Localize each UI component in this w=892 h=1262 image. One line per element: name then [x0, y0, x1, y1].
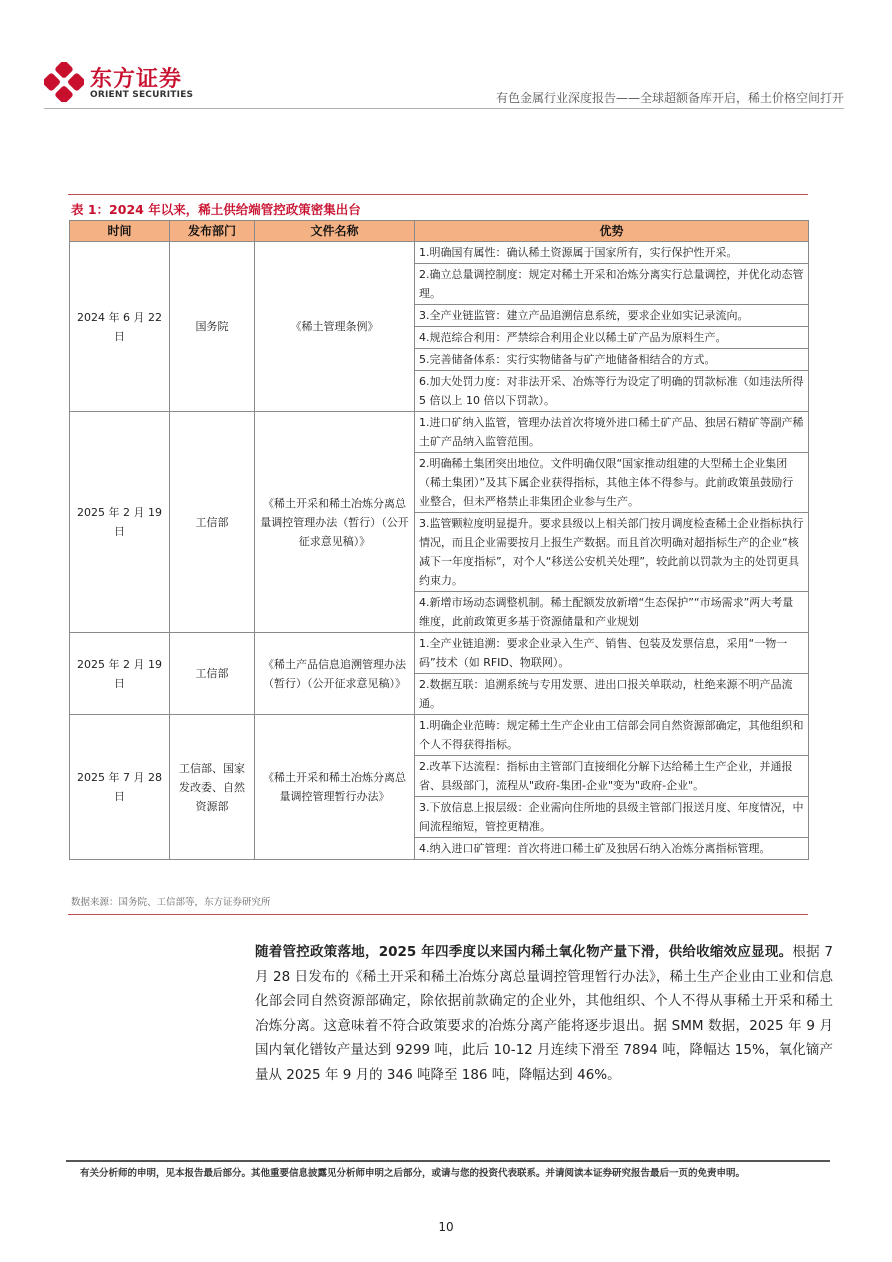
- table-row: [70, 242, 809, 264]
- cell-time: 2025 年 2 月 19 日: [70, 633, 170, 715]
- cell-advantage: 2.改革下达流程：指标由主管部门直接细化分解下达给稀土生产企业，并通报省、县级部门，流程从"政府-集团-企业"变为"政府-企业"。: [415, 756, 809, 797]
- header-divider: [44, 108, 844, 109]
- cell-advantage: 1.进口矿纳入监管，管理办法首次将境外进口稀土矿产品、独居石精矿等副产稀土矿产品纳入监管范围。: [415, 412, 809, 453]
- table-bottom-rule: [68, 914, 808, 915]
- cell-advantage: 4.纳入进口矿管理：首次将进口稀土矿及独居石纳入冶炼分离指标管理。: [415, 838, 809, 860]
- cell-dept: 工信部、国家发改委、自然资源部: [170, 715, 255, 860]
- cell-advantage: 3.下放信息上报层级：企业需向住所地的县级主管部门报送月度、年度情况，中间流程缩短，管控更精准。: [415, 797, 809, 838]
- orient-securities-logo: [44, 62, 200, 102]
- cell-time: 2024 年 6 月 22 日: [70, 242, 170, 412]
- cell-advantage: 4.规范综合利用：严禁综合利用企业以稀土矿产品为原料生产。: [415, 327, 809, 349]
- footer-divider: [66, 1160, 830, 1162]
- cell-advantage: 2.明确稀土集团突出地位。文件明确仅限“国家推动组建的大型稀土企业集团（稀土集团）”及其下属企业获得指标，其他主体不得参与。此前政策虽鼓励行业整合，但未严格禁止非集团企业参与生产。: [415, 453, 809, 513]
- table-top-rule: [68, 194, 808, 195]
- cell-advantage: 3.监管颗粒度明显提升。要求县级以上相关部门按月调度检查稀土企业指标执行情况，而且企业需要按月上报生产数据。而且首次明确对超指标生产的企业“核减下一年度指标”，对个人“移送公安机关处理”，较此前以罚款为主的处罚更具约束力。: [415, 513, 809, 592]
- cell-advantage: 1.明确国有属性：确认稀土资源属于国家所有，实行保护性开采。: [415, 242, 809, 264]
- table-row: [70, 412, 809, 453]
- disclaimer-note: 有关分析师的申明，见本报告最后部分。其他重要信息披露见分析师申明之后部分，或请与您的投资代表联系。并请阅读本证券研究报告最后一页的免责申明。: [80, 1168, 746, 1179]
- table-row: [70, 633, 809, 674]
- cell-advantage: 2.数据互联：追溯系统与专用发票、进出口报关单联动，杜绝来源不明产品流通。: [415, 674, 809, 715]
- body-text: 根据 7 月 28 日发布的《稀土开采和稀土冶炼分离总量调控管理暂行办法》，稀土生产企业由工业和信息化部会同自然资源部确定，除依据前款确定的企业外，其他组织、个人不得从事稀土开采和稀土冶炼分离。这意味着不符合政策要求的冶炼分离产能将逐步退出。据 SMM 数据，2025 年 9 月国内氧化镨钕产量达到 9299 吨，此后 10-12 月连续下滑至 7894 吨，降幅达 15%，氧化镝产量从 2025 年 9 月的 346 吨降至 186 吨，降幅达到 46%。: [255, 944, 833, 1083]
- cell-advantage: 5.完善储备体系：实行实物储备与矿产地储备相结合的方式。: [415, 349, 809, 371]
- column-header-dept: 发布部门: [170, 221, 255, 242]
- cell-doc: 《稀土开采和稀土冶炼分离总量调控管理办法（暂行）（公开征求意见稿）》: [255, 412, 415, 633]
- cell-doc: 《稀土管理条例》: [255, 242, 415, 412]
- logo-mark-icon: [44, 62, 84, 102]
- body-lead-sentence: 随着管控政策落地，2025 年四季度以来国内稀土氧化物产量下滑，供给收缩效应显现。: [255, 944, 793, 960]
- table-header-row: [70, 221, 809, 242]
- cell-advantage: 6.加大处罚力度：对非法开采、冶炼等行为设定了明确的罚款标准（如违法所得 5 倍以上 10 倍以下罚款）。: [415, 371, 809, 412]
- report-title: 有色金属行业深度报告——全球超额备库开启，稀土价格空间打开: [495, 91, 844, 105]
- body-paragraph: [255, 940, 833, 1087]
- cell-dept: 工信部: [170, 633, 255, 715]
- column-header-advantage: 优势: [415, 221, 809, 242]
- table-row: [70, 715, 809, 756]
- cell-doc: 《稀土开采和稀土冶炼分离总量调控管理暂行办法》: [255, 715, 415, 860]
- cell-time: 2025 年 2 月 19 日: [70, 412, 170, 633]
- cell-dept: 国务院: [170, 242, 255, 412]
- logo-text-en: ORIENT SECURITIES: [90, 90, 194, 100]
- column-header-doc: 文件名称: [255, 221, 415, 242]
- cell-advantage: 1.全产业链追溯：要求企业录入生产、销售、包装及发票信息，采用“一物一码”技术（如 RFID、物联网）。: [415, 633, 809, 674]
- cell-time: 2025 年 7 月 28 日: [70, 715, 170, 860]
- table-title: 表 1：2024 年以来，稀土供给端管控政策密集出台: [71, 202, 361, 217]
- cell-dept: 工信部: [170, 412, 255, 633]
- cell-advantage: 3.全产业链监管：建立产品追溯信息系统，要求企业如实记录流向。: [415, 305, 809, 327]
- cell-advantage: 2.确立总量调控制度：规定对稀土开采和冶炼分离实行总量调控，并优化动态管理。: [415, 264, 809, 305]
- cell-advantage: 4.新增市场动态调整机制。稀土配额发放新增“生态保护”“市场需求”两大考量维度，此前政策更多基于资源储量和产业规划: [415, 592, 809, 633]
- table-source-note: 数据来源：国务院、工信部等，东方证券研究所: [71, 897, 271, 908]
- policy-table: [69, 220, 809, 860]
- column-header-time: 时间: [70, 221, 170, 242]
- cell-advantage: 1.明确企业范畴：规定稀土生产企业由工信部会同自然资源部确定，其他组织和个人不得获得指标。: [415, 715, 809, 756]
- cell-doc: 《稀土产品信息追溯管理办法（暂行）（公开征求意见稿）》: [255, 633, 415, 715]
- logo-text-cn: 东方证券: [90, 67, 183, 92]
- page-number: 10: [438, 1220, 454, 1234]
